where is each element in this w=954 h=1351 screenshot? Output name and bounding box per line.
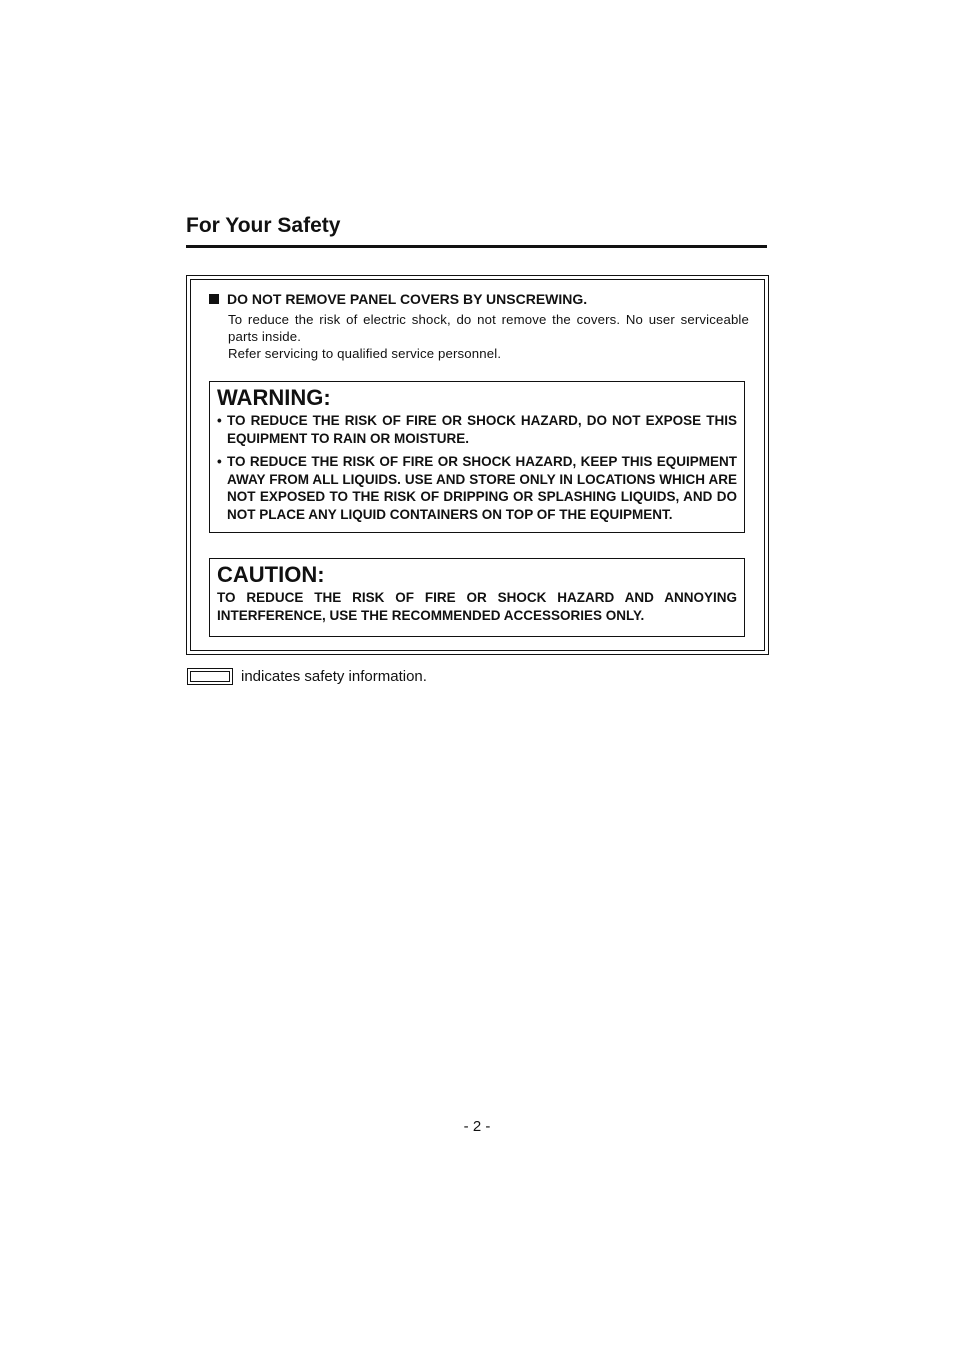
warning-bullet [217, 453, 737, 523]
panel-cover-notice [209, 291, 749, 362]
warning-bullet-text: TO REDUCE THE RISK OF FIRE OR SHOCK HAZARD, KEEP THIS EQUIPMENT AWAY FROM ALL LIQUIDS. USE AND STORE ONLY IN LOCATIONS WHICH ARE NOT EXPOSED TO THE RISK OF DRIPPING OR SPLASHING LIQUIDS, AND DO NOT PLACE ANY LIQUID CONTAINERS ON TOP OF THE EQUIPMENT. [227, 454, 737, 522]
caution-box [209, 558, 745, 637]
bullet-dot: • [217, 413, 222, 428]
notice-line-1: To reduce the risk of electric shock, do not remove the covers. No user serviceable parts inside. [228, 312, 749, 344]
double-frame-box-icon [187, 668, 233, 685]
bullet-dot: • [217, 454, 222, 469]
safety-frame [186, 275, 769, 655]
caution-title: CAUTION: [217, 562, 325, 587]
warning-title: WARNING: [217, 385, 331, 410]
black-square-icon [209, 294, 219, 304]
safety-frame-inner [190, 279, 765, 651]
page-number: - 2 - [463, 1118, 491, 1135]
safety-legend [187, 668, 427, 685]
warning-box [209, 381, 745, 533]
notice-heading [209, 291, 749, 307]
page-title: For Your Safety [186, 214, 341, 237]
title-underline [186, 245, 767, 248]
notice-line-2: Refer servicing to qualified service personnel. [228, 346, 502, 361]
legend-text: indicates safety information. [241, 668, 427, 685]
notice-body [228, 311, 749, 362]
warning-bullet-text: TO REDUCE THE RISK OF FIRE OR SHOCK HAZARD, DO NOT EXPOSE THIS EQUIPMENT TO RAIN OR MOISTURE. [227, 413, 737, 446]
warning-bullet [217, 412, 737, 447]
caution-text: TO REDUCE THE RISK OF FIRE OR SHOCK HAZARD AND ANNOYING INTERFERENCE, USE THE RECOMMENDED ACCESSORIES ONLY. [217, 590, 737, 623]
notice-heading-text: DO NOT REMOVE PANEL COVERS BY UNSCREWING. [227, 291, 588, 307]
